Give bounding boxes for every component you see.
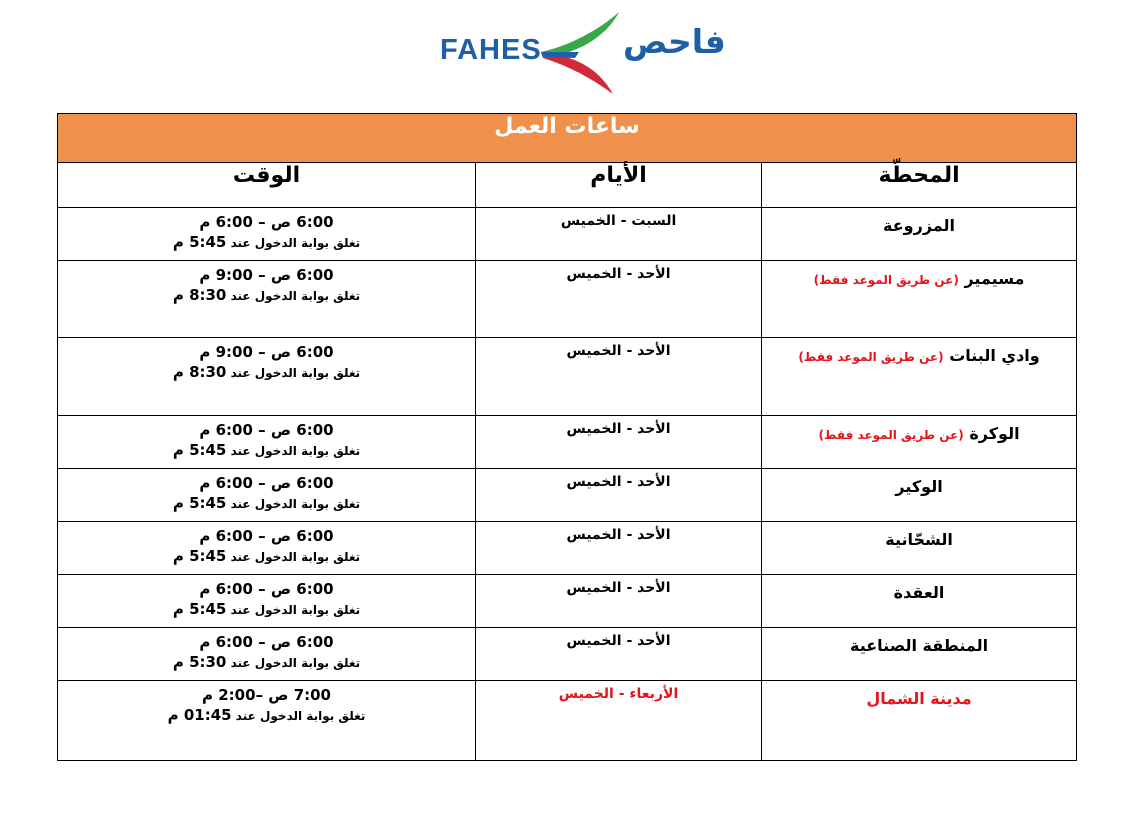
gate-close-label: تغلق بوابة الدخول عند [230, 289, 361, 303]
station-name: مسيمير [964, 269, 1025, 288]
gate-close-label: تغلق بوابة الدخول عند [230, 603, 361, 617]
time-range: 7:00 ص –2:00 م [202, 686, 331, 704]
gate-close-time: 5:45 م [172, 600, 227, 618]
gate-close-label: تغلق بوابة الدخول عند [230, 366, 361, 380]
station-name: وادي البنات [949, 346, 1040, 365]
station-cell [762, 628, 1077, 681]
time-range: 6:00 ص – 9:00 م [199, 266, 334, 284]
gate-close-label: تغلق بوابة الدخول عند [230, 550, 361, 564]
time-range: 6:00 ص – 6:00 م [199, 633, 334, 651]
gate-close-label: تغلق بوابة الدخول عند [230, 497, 361, 511]
gate-close-time: 5:30 م [172, 653, 227, 671]
time-cell [58, 469, 476, 522]
gate-close-time: 5:45 م [172, 494, 227, 512]
station-name: الوكرة [969, 424, 1020, 443]
working-hours-table [57, 113, 1077, 761]
station-name: العقدة [893, 583, 945, 602]
gate-close-line [58, 286, 475, 304]
header-station: المحطّة [762, 163, 1077, 208]
station-cell [762, 416, 1077, 469]
station-name: المزروعة [883, 216, 956, 235]
time-cell [58, 338, 476, 416]
table-row [58, 338, 1077, 416]
table-row [58, 208, 1077, 261]
gate-close-line [58, 706, 475, 724]
gate-close-label: تغلق بوابة الدخول عند [230, 236, 361, 250]
time-range: 6:00 ص – 6:00 م [199, 474, 334, 492]
time-cell [58, 261, 476, 338]
gate-close-line [58, 363, 475, 381]
station-name: الوكير [895, 477, 943, 496]
time-cell [58, 416, 476, 469]
days-cell: السبت - الخميس [476, 208, 762, 261]
table-title-row [58, 114, 1077, 163]
time-cell [58, 208, 476, 261]
time-cell [58, 681, 476, 761]
station-cell [762, 575, 1077, 628]
table-title: ساعات العمل [58, 114, 1077, 163]
gate-close-line [58, 233, 475, 251]
table-row [58, 575, 1077, 628]
gate-close-label: تغلق بوابة الدخول عند [235, 709, 366, 723]
time-cell [58, 575, 476, 628]
station-name: مدينة الشمال [866, 689, 972, 708]
time-range: 6:00 ص – 6:00 م [199, 527, 334, 545]
header-days: الأيام [476, 163, 762, 208]
station-cell [762, 338, 1077, 416]
station-cell [762, 469, 1077, 522]
gate-close-time: 5:45 م [172, 441, 227, 459]
appointment-note: (عن طريق الموعد فقط) [818, 428, 964, 442]
table-row [58, 416, 1077, 469]
gate-close-line [58, 547, 475, 565]
station-cell [762, 522, 1077, 575]
gate-close-line [58, 494, 475, 512]
gate-close-time: 8:30 م [172, 286, 227, 304]
table-header-row [58, 163, 1077, 208]
appointment-note: (عن طريق الموعد فقط) [813, 273, 959, 287]
table-row [58, 628, 1077, 681]
station-cell [762, 681, 1077, 761]
gate-close-time: 01:45 م [167, 706, 232, 724]
time-cell [58, 522, 476, 575]
gate-close-label: تغلق بوابة الدخول عند [230, 444, 361, 458]
days-cell: الأحد - الخميس [476, 522, 762, 575]
fahes-logo [437, 8, 737, 96]
appointment-note: (عن طريق الموعد فقط) [798, 350, 944, 364]
logo-text-ar: فاحص [623, 22, 726, 61]
days-cell: الأربعاء - الخميس [476, 681, 762, 761]
table-row [58, 261, 1077, 338]
days-cell: الأحد - الخميس [476, 575, 762, 628]
gate-close-time: 5:45 م [172, 233, 227, 251]
table-row [58, 469, 1077, 522]
gate-close-line [58, 441, 475, 459]
gate-close-line [58, 600, 475, 618]
gate-close-line [58, 653, 475, 671]
gate-close-time: 5:45 م [172, 547, 227, 565]
days-cell: الأحد - الخميس [476, 628, 762, 681]
station-cell [762, 261, 1077, 338]
logo-text-en: FAHES [440, 34, 542, 66]
time-range: 6:00 ص – 6:00 م [199, 580, 334, 598]
days-cell: الأحد - الخميس [476, 416, 762, 469]
gate-close-label: تغلق بوابة الدخول عند [230, 656, 361, 670]
days-cell: الأحد - الخميس [476, 469, 762, 522]
time-range: 6:00 ص – 9:00 م [199, 343, 334, 361]
station-cell [762, 208, 1077, 261]
days-cell: الأحد - الخميس [476, 261, 762, 338]
table-row [58, 522, 1077, 575]
table-row [58, 681, 1077, 761]
logo-mark-icon [539, 8, 629, 96]
header-time: الوقت [58, 163, 476, 208]
station-name: الشحّانية [885, 530, 953, 549]
days-cell: الأحد - الخميس [476, 338, 762, 416]
time-range: 6:00 ص – 6:00 م [199, 213, 334, 231]
station-name: المنطقة الصناعية [849, 636, 989, 655]
time-cell [58, 628, 476, 681]
gate-close-time: 8:30 م [172, 363, 227, 381]
time-range: 6:00 ص – 6:00 م [199, 421, 334, 439]
